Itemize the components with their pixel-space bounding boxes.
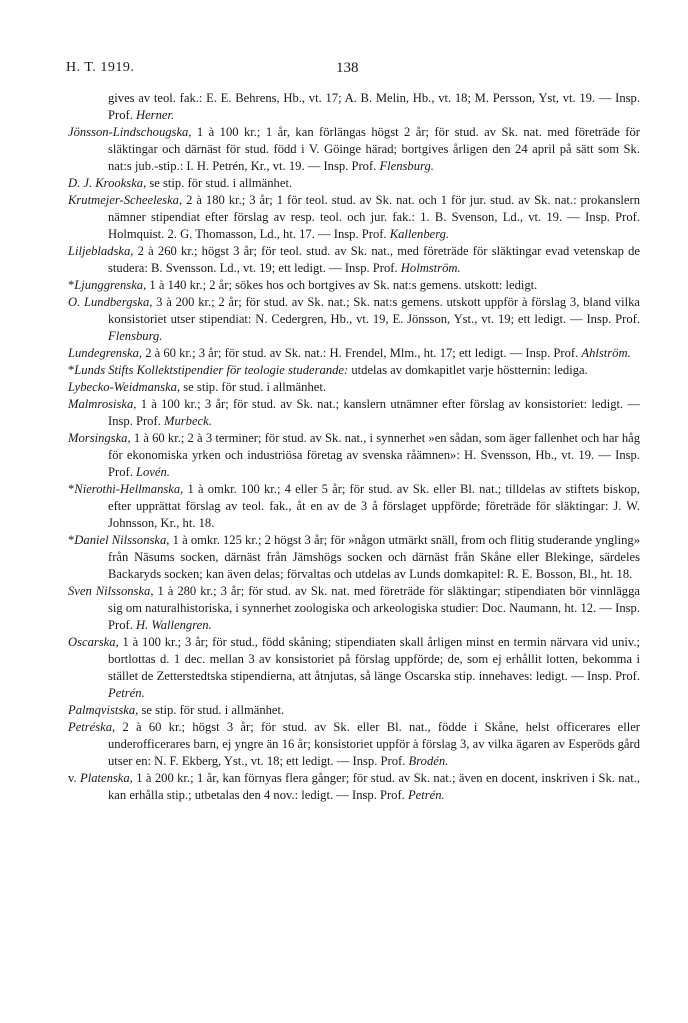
list-item: *Daniel Nilssonska, 1 à omkr. 125 kr.; 2 högst 3 år; för »någon utmärkt snäll, from och flitig studerande yngling» från Näsums socken, därnäst från Jämshögs socken och därnäst från Skåne eller Blekinge, särdeles Backaryds socken; kan även delas; förvaltas och utdelas av Lunds domkapitel: R. E. Bosson, Bl., ht. 18. (68, 533, 640, 581)
list-item: Sven Nilssonska, 1 à 280 kr.; 3 år; för stud. av Sk. nat. med företräde för släktingar; stipendiaten bör vinnlägga sig om naturalhistoriska, i synnerhet zoologiska och arkeologiska studier: Doc. Naumann, ht. 12. — Insp. Prof. H. Wallengren. (68, 584, 640, 632)
page-number: 138 (336, 60, 359, 76)
list-item: Jönsson-Lindschougska, 1 à 100 kr.; 1 år, kan förlängas högst 2 år; för stud. av Sk. nat. med företräde för släktingar och därnäst för stud. född i V. Göinge härad; bortgives årligen den 24 april på sätt som Sk. nat:s jub.-stip.: I. H. Petrén, Kr., vt. 19. — Insp. Prof. Flensburg. (68, 125, 640, 173)
list-item: Petréska, 2 à 60 kr.; högst 3 år; för stud. av Sk. eller Bl. nat., födde i Skåne, helst officerares eller underofficerares barn, ej yngre än 16 år; konsistoriet uppför à förslag 3, av vilka ägaren av Esperöds gård utser en: N. F. Ekberg, Yst., vt. 18; ett ledigt. — Insp. Prof. Brodén. (68, 720, 640, 768)
header-term: H. T. 1919. (66, 60, 135, 75)
page-body (0, 90, 688, 804)
list-item: Palmqvistska, se stip. för stud. i allmänhet. (68, 703, 285, 717)
list-item: Morsingska, 1 à 60 kr.; 2 à 3 terminer; för stud. av Sk. nat., i synnerhet »en sådan, som äger fallenhet och har håg för ekonomiska yrken och industriösa företag av svenska råämnen»: H. Svensson, Hb., vt. 19. — Insp. Prof. Lovén. (68, 431, 640, 479)
list-item: D. J. Krookska, se stip. för stud. i allmänhet. (68, 176, 293, 190)
list-item: *Ljunggrenska, 1 à 140 kr.; 2 år; sökes hos och bortgives av Sk. nat:s gemens. utskott: ledigt. (68, 278, 538, 292)
list-item: Lundegrenska, 2 à 60 kr.; 3 år; för stud. av Sk. nat.: H. Frendel, Mlm., ht. 17; ett ledigt. — Insp. Prof. Ahlström. (68, 346, 631, 360)
page-header (66, 60, 638, 82)
list-item: Lybecko-Weidmanska, se stip. för stud. i allmänhet. (68, 380, 326, 394)
list-item: v. Platenska, 1 à 200 kr.; 1 år, kan förnyas flera gånger; för stud. av Sk. nat.; även en docent, inskriven i Sk. nat., kan erhålla stip.; utbetalas den 4 nov.: ledigt. — Insp. Prof. Petrén. (68, 771, 640, 802)
list-item: gives av teol. fak.: E. E. Behrens, Hb., vt. 17; A. B. Melin, Hb., vt. 18; M. Persson, Yst, vt. 19. — Insp. Prof. Herner. (108, 91, 640, 122)
list-item: Liljebladska, 2 à 260 kr.; högst 3 år; för teol. stud. av Sk. nat., med företräde för släktingar evad vetenskap de studera: B. Svensson. Ld., vt. 19; ett ledigt. — Insp. Prof. Holmström. (68, 244, 640, 275)
list-item: Malmrosiska, 1 à 100 kr.; 3 år; för stud. av Sk. nat.; kanslern utnämner efter förslag av konsistoriet: ledigt. — Insp. Prof. Murbeck. (68, 397, 640, 428)
list-item: Oscarska, 1 à 100 kr.; 3 år; för stud., född skåning; stipendiaten skall årligen minst en termin närvara vid univ.; bortlottas d. 1 dec. mellan 3 av konsistoriet på förslag uppförde; de, som ej erhållit lotten, bekomma i stället de Zetterstedtska stipendierna, att åtnjutas, så länge Oscarska stip. innehaves: ledigt. — Insp. Prof. Petrén. (68, 635, 640, 700)
list-item: O. Lundbergska, 3 à 200 kr.; 2 år; för stud. av Sk. nat.; Sk. nat:s gemens. utskott uppför à förslag 3, bland vilka konsistoriet utser stipendiat: N. Cedergren, Hb., vt. 19, E. Jönsson, Yst., vt. 19; ett ledigt. — Insp. Prof. Flensburg. (68, 295, 640, 343)
list-item: Krutmejer-Scheeleska, 2 à 180 kr.; 3 år; 1 för teol. stud. av Sk. nat. och 1 för jur. stud. av Sk. nat.: prokanslern nämner stipendiat efter förslag av resp. teol. och jur. fak.: 1. B. Svenson, Ld., vt. 19. — Insp. Prof. Holmquist. 2. G. Thomasson, Ld., ht. 17. — Insp. Prof. Kallenberg. (68, 193, 640, 241)
list-item: *Lunds Stifts Kollektstipendier för teologie studerande: utdelas av domkapitlet varje höstternin: lediga. (68, 363, 588, 377)
list-item: *Nierothi-Hellmanska, 1 à omkr. 100 kr.; 4 eller 5 år; för stud. av Sk. eller Bl. nat.; tilldelas av stiftets biskop, efter upprättat förslag av teol. fak., åt en av de 3 å förslaget uppförde; företräde för släktingar: J. W. Johnsson, Kr., ht. 18. (68, 482, 640, 530)
